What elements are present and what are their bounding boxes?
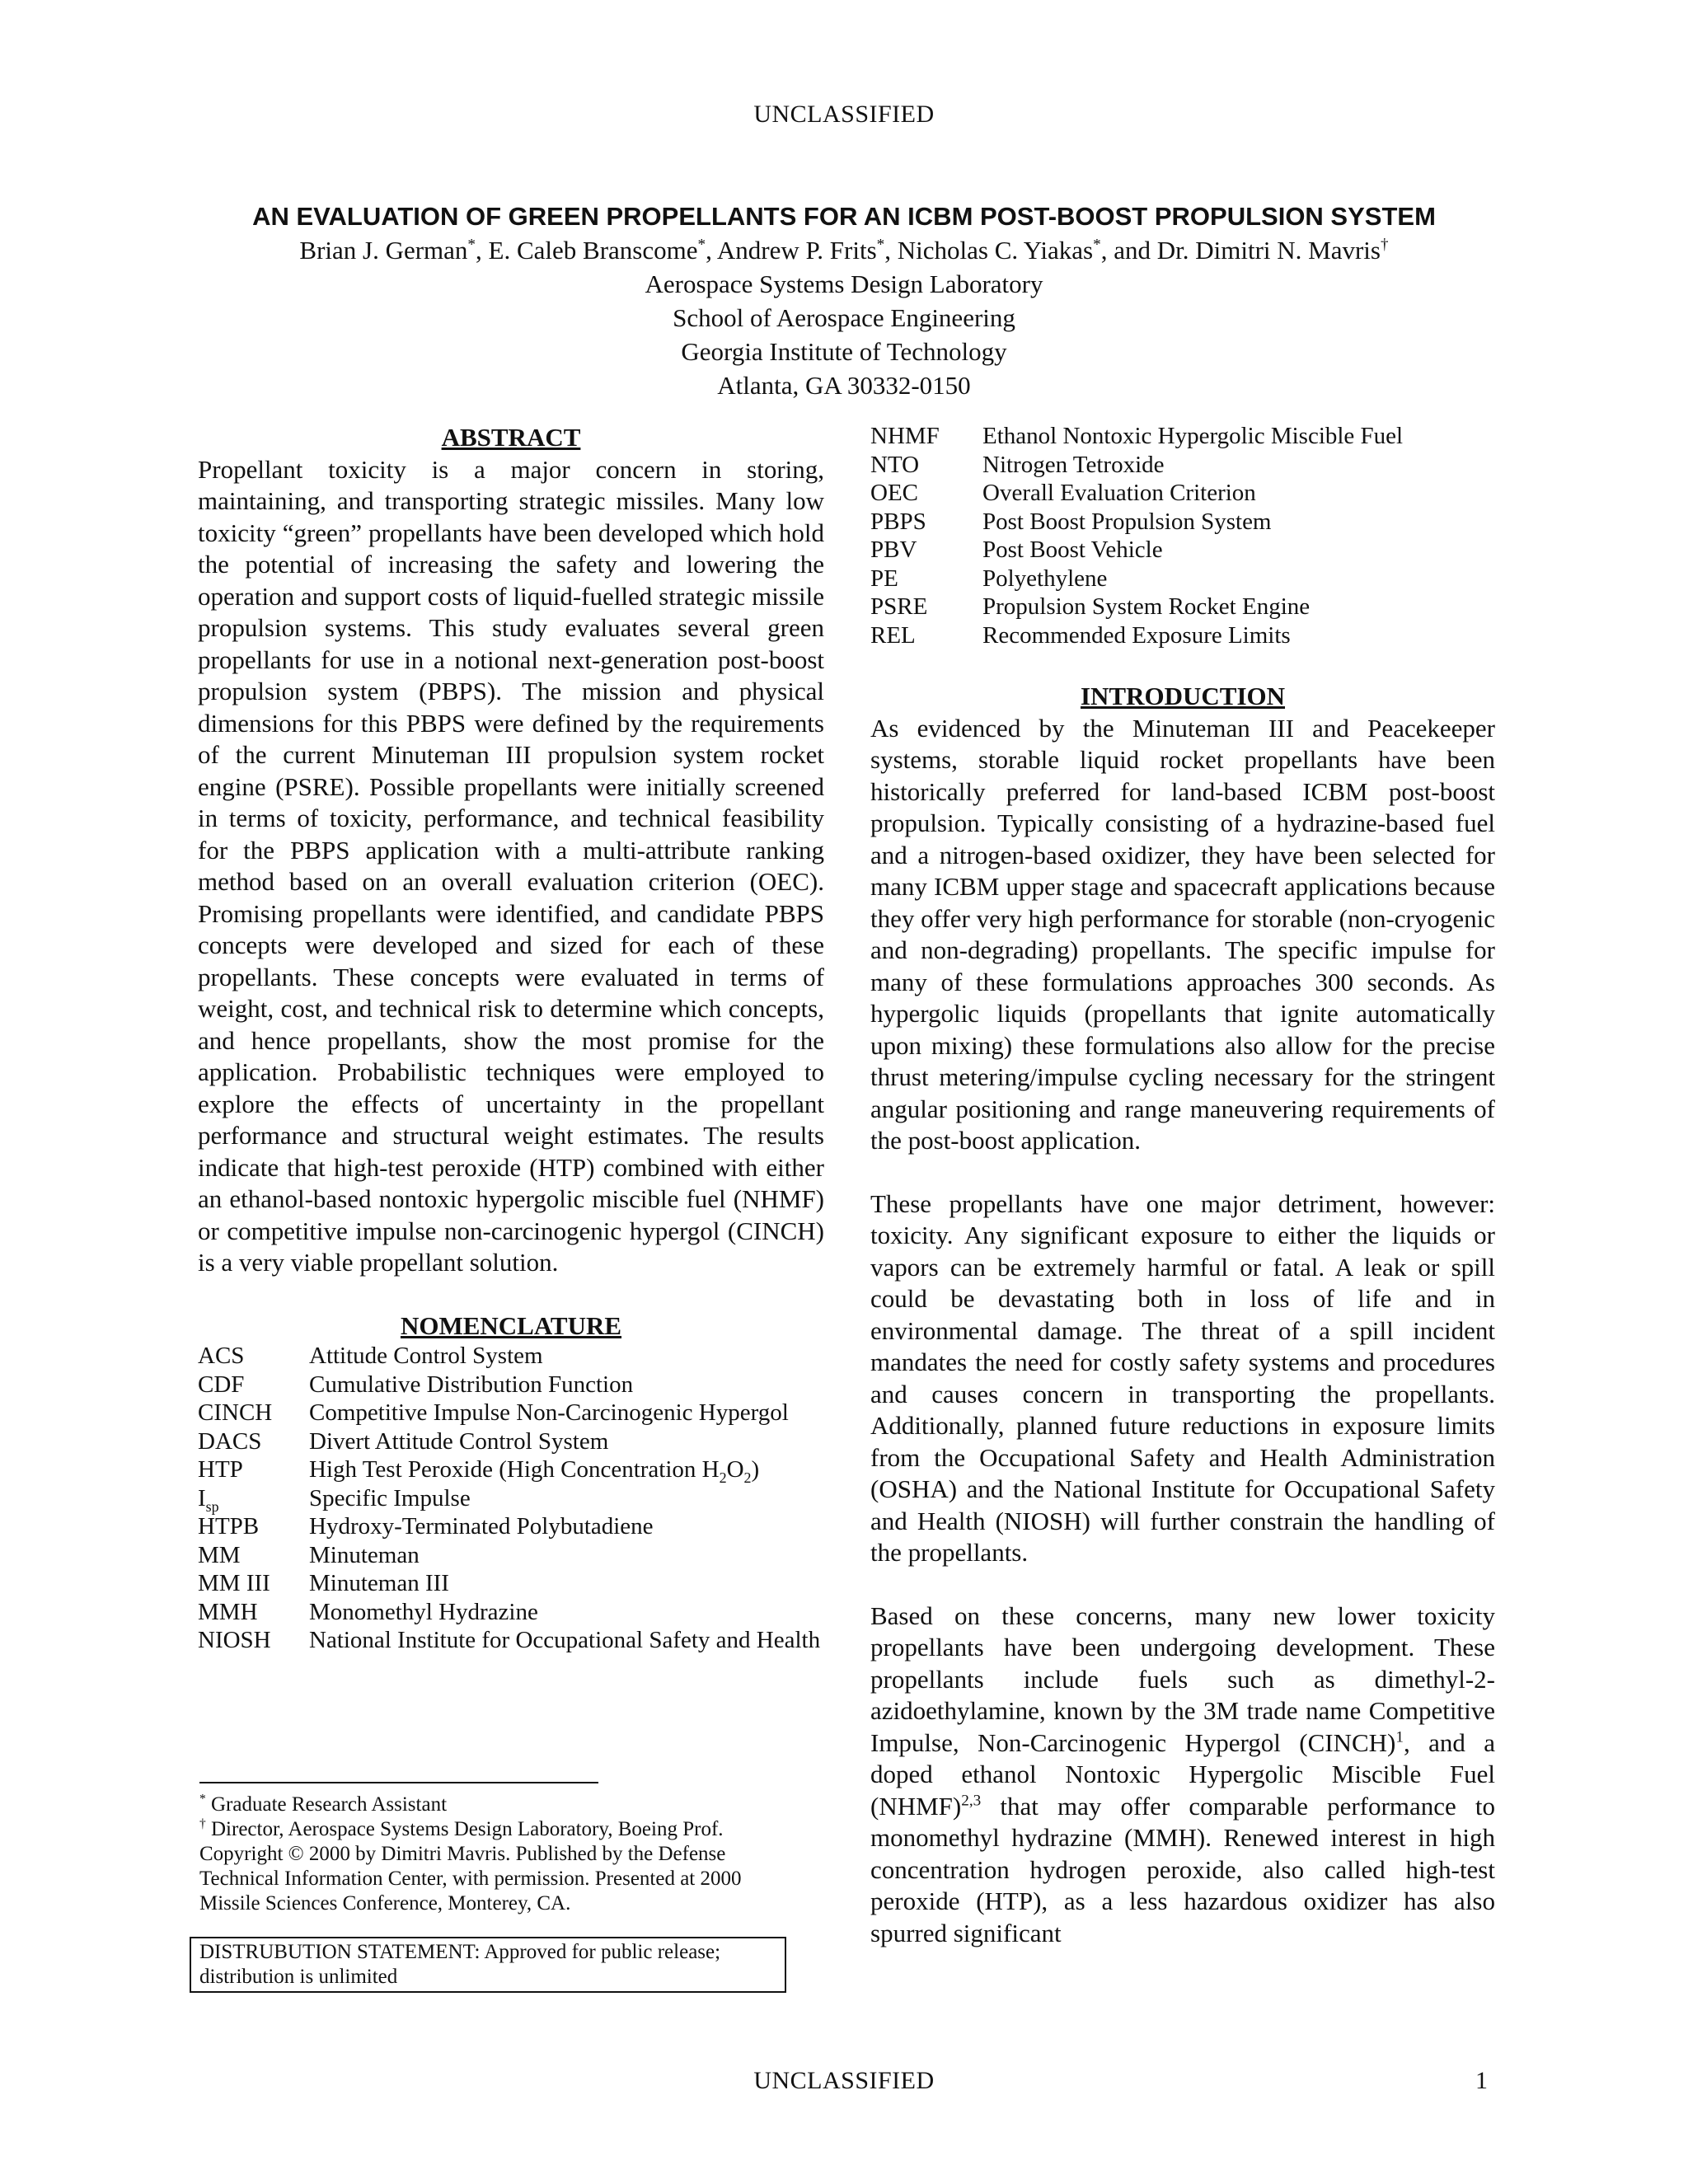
nomenclature-item xyxy=(870,536,1495,565)
distribution-statement: DISTRUBUTION STATEMENT: Approved for public release; distribution is unlimited xyxy=(190,1937,786,1993)
nomenclature-abbr: PE xyxy=(870,565,898,592)
copyright-notice: Copyright © 2000 by Dimitri Mavris. Published by the Defense Technical Information Center, with permission. Presented at 2000 Missile Sciences Conference, Monterey, CA. xyxy=(199,1843,742,1915)
nomenclature-item xyxy=(198,1484,824,1513)
nomenclature-item xyxy=(870,479,1495,508)
footnote xyxy=(199,1817,801,1842)
introduction-paragraph: As evidenced by the Minuteman III and Peacekeeper systems, storable liquid rocket propellants have been historically preferred for land-based ICBM post-boost propulsion. Typically consisting of a hydrazine-based fuel and a nitrogen-based oxidizer, they have been selected for many ICBM upper stage and spacecraft applications because they offer very high performance for storable (non-cryogenic and non-degrading) propellants. The specific impulse for many of these formulations approaches 300 seconds. As hypergolic liquids (propellants that ignite automatically upon mixing) these formulations also allow for the precise thrust metering/impulse cycling necessary for the stringent angular positioning and range maneuvering requirements of the post-boost application. xyxy=(870,713,1495,1155)
nomenclature-heading: NOMENCLATURE xyxy=(400,1310,622,1340)
nomenclature-list-right xyxy=(870,422,1495,649)
right-column xyxy=(870,422,1495,1949)
nomenclature-item xyxy=(198,1598,824,1627)
nomenclature-abbr: REL xyxy=(870,621,916,649)
nomenclature-def: Polyethylene xyxy=(982,565,1108,592)
paragraph-text: , and a doped ethanol Nontoxic Hypergolic Miscible Fuel (NHMF) xyxy=(870,1727,1495,1821)
nomenclature-def: Specific Impulse xyxy=(309,1484,471,1511)
nomenclature-item xyxy=(198,1455,824,1484)
nomenclature-def: Hydroxy-Terminated Polybutadiene xyxy=(309,1513,654,1540)
nomenclature-def: Attitude Control System xyxy=(309,1343,543,1369)
nomenclature-def: Post Boost Propulsion System xyxy=(982,508,1272,535)
nomenclature-def: Post Boost Vehicle xyxy=(982,537,1163,563)
author-mark: * xyxy=(467,236,476,254)
author-mark: * xyxy=(697,236,706,254)
nomenclature-item xyxy=(198,1626,824,1655)
nomenclature-abbr: CINCH xyxy=(198,1399,273,1426)
nomenclature-abbr: MM xyxy=(198,1541,241,1568)
nomenclature-abbr: PSRE xyxy=(870,593,928,620)
nomenclature-item xyxy=(870,565,1495,593)
nomenclature-abbr: OEC xyxy=(870,480,918,506)
footnote-mark: † xyxy=(199,1816,206,1831)
citation-ref: 1 xyxy=(1395,1728,1404,1746)
nomenclature-def: Minuteman xyxy=(309,1541,420,1568)
footer-classification: UNCLASSIFIED xyxy=(753,2067,935,2094)
paper-title: AN EVALUATION OF GREEN PROPELLANTS FOR AN ICBM POST-BOOST PROPULSION SYSTEM xyxy=(252,202,1436,231)
nomenclature-def: Ethanol Nontoxic Hypergolic Miscible Fuel xyxy=(982,423,1404,449)
author-separator: , and xyxy=(1100,236,1157,265)
nomenclature-def: Minuteman III xyxy=(309,1570,449,1596)
nomenclature-item xyxy=(870,593,1495,621)
nomenclature-item xyxy=(198,1371,824,1399)
abstract-heading: ABSTRACT xyxy=(441,423,581,452)
footnote-text: Director, Aerospace Systems Design Laboratory, Boeing Prof. xyxy=(205,1818,724,1840)
def-subscript: 2 xyxy=(719,1469,727,1486)
footnote-text: Graduate Research Assistant xyxy=(205,1793,448,1816)
nomenclature-abbr: CDF xyxy=(198,1371,245,1398)
nomenclature-item xyxy=(870,621,1495,650)
author-mark: * xyxy=(876,236,885,254)
author-name: Nicholas C. Yiakas xyxy=(897,236,1094,265)
author-separator: , xyxy=(476,236,489,265)
introduction-paragraph: These propellants have one major detriment, however: toxicity. Any significant exposure to either the liquids or vapors can be extremely harmful or fatal. A leak or spill could be devastating both in loss of life and in environmental damage. The threat of a spill incident mandates the need for costly safety systems and procedures and causes concern in transporting the propellants. Additionally, planned future reductions in exposure limits from the Occupational Safety and Health Administration (OSHA) and the National Institute for Occupational Safety and Health (NIOSH) will further constrain the handling of the propellants. xyxy=(870,1188,1495,1567)
nomenclature-abbr: ACS xyxy=(198,1343,245,1369)
abstract-text: Propellant toxicity is a major concern in storing, maintaining, and transporting strategic missiles. Many low toxicity “green” propellants have been developed which hold the potential of increasing the safety and lowering the operation and support costs of liquid-fuelled strategic missile propulsion systems. This study evaluates several green propellants for use in a notional next-generation post-boost propulsion system (PBPS). The mission and physical dimensions for this PBPS were defined by the requirements of the current Minuteman III propulsion system rocket engine (PSRE). Possible propellants were initially screened in terms of toxicity, performance, and technical feasibility for the PBPS application with a multi-attribute ranking method based on an overall evaluation criterion (OEC). Promising propellants were identified, and candidate PBPS concepts were developed and sized for each of these propellants. These concepts were evaluated in terms of weight, cost, and technical risk to determine which concepts, and hence propellants, show the most promise for the application. Probabilistic techniques were employed to explore the effects of uncertainty in the propellant performance and structural weight estimates. The results indicate that high-test peroxide (HTP) combined with either an ethanol-based nontoxic hypergolic miscible fuel (NHMF) or competitive impulse non-carcinogenic hypergol (CINCH) is a very viable propellant solution. xyxy=(198,454,824,1277)
author-name: Dr. Dimitri N. Mavris xyxy=(1156,236,1381,265)
author-mark: * xyxy=(1093,236,1101,254)
author-name: Brian J. German xyxy=(299,236,468,265)
author-name: Andrew P. Frits xyxy=(716,236,877,265)
nomenclature-abbr: NIOSH xyxy=(198,1627,271,1653)
nomenclature-item xyxy=(870,508,1495,537)
def-text: ) xyxy=(751,1456,760,1483)
abbr-text: I xyxy=(198,1484,206,1511)
nomenclature-abbr: PBV xyxy=(870,537,917,563)
def-text: O xyxy=(726,1456,744,1483)
nomenclature-def: Propulsion System Rocket Engine xyxy=(982,593,1311,620)
nomenclature-def: Monomethyl Hydrazine xyxy=(309,1598,538,1625)
author-mark: † xyxy=(1380,236,1389,254)
affiliation-line: Georgia Institute of Technology xyxy=(681,337,1007,366)
introduction-paragraph xyxy=(870,1601,1495,1950)
author-separator: , xyxy=(884,236,898,265)
header-classification: UNCLASSIFIED xyxy=(753,101,935,128)
abbr-subscript: sp xyxy=(205,1497,219,1515)
author-list xyxy=(0,233,1688,267)
nomenclature-def: Nitrogen Tetroxide xyxy=(982,451,1165,478)
def-subscript: 2 xyxy=(743,1469,752,1486)
nomenclature-def: Overall Evaluation Criterion xyxy=(982,480,1256,506)
nomenclature-abbr: MMH xyxy=(198,1598,258,1625)
author-name: E. Caleb Branscome xyxy=(488,236,698,265)
page-number: 1 xyxy=(1475,2067,1488,2094)
nomenclature-def: Recommended Exposure Limits xyxy=(982,621,1291,649)
title-block xyxy=(0,200,1688,402)
nomenclature-list-left xyxy=(198,1342,824,1655)
affiliation-line: School of Aerospace Engineering xyxy=(673,303,1015,332)
citation-ref: 2,3 xyxy=(961,1792,982,1810)
paragraph-text: Based on these concerns, many new lower toxicity propellants have been undergoing development. These propellants include fuels such as dimethyl-2-azidoethylamine, known by the 3M trade name Competitive Impulse, Non-Carcinogenic Hypergol (CINCH) xyxy=(870,1601,1495,1757)
nomenclature-item xyxy=(198,1541,824,1570)
nomenclature-item xyxy=(198,1342,824,1371)
nomenclature-def: Competitive Impulse Non-Carcinogenic Hypergol xyxy=(309,1399,789,1426)
nomenclature-abbr: DACS xyxy=(198,1427,262,1455)
nomenclature-abbr: NTO xyxy=(870,451,920,478)
footnote xyxy=(199,1793,801,1817)
nomenclature-def: Cumulative Distribution Function xyxy=(309,1371,634,1398)
nomenclature-def: Divert Attitude Control System xyxy=(309,1427,609,1455)
affiliation-line: Aerospace Systems Design Laboratory xyxy=(645,269,1043,298)
nomenclature-abbr: HTP xyxy=(198,1456,243,1483)
introduction-heading: INTRODUCTION xyxy=(1080,682,1286,710)
affiliation-line: Atlanta, GA 30332-0150 xyxy=(717,371,971,400)
nomenclature-item xyxy=(198,1399,824,1427)
nomenclature-abbr: PBPS xyxy=(870,508,926,535)
footnote-mark: * xyxy=(199,1792,206,1807)
nomenclature-abbr xyxy=(198,1484,309,1513)
nomenclature-item xyxy=(870,422,1495,451)
nomenclature-def xyxy=(309,1455,824,1484)
nomenclature-item xyxy=(198,1427,824,1456)
nomenclature-item xyxy=(198,1512,824,1541)
nomenclature-def: National Institute for Occupational Safety and Health xyxy=(309,1627,821,1653)
footnotes xyxy=(199,1793,801,1916)
def-text: High Test Peroxide (High Concentration H xyxy=(309,1456,720,1483)
nomenclature-abbr: NHMF xyxy=(870,423,940,449)
author-separator: , xyxy=(706,236,717,265)
footnote-rule xyxy=(199,1782,598,1783)
nomenclature-abbr: HTPB xyxy=(198,1513,260,1540)
nomenclature-abbr: MM III xyxy=(198,1570,270,1596)
left-column xyxy=(198,422,824,1655)
paragraph-text: that may offer comparable performance to monomethyl hydrazine (MMH). Renewed interest in high concentration hydrogen peroxide, also called high-test peroxide (HTP), as a less hazardous oxidizer has also spurred significant xyxy=(870,1791,1495,1947)
nomenclature-item xyxy=(870,451,1495,480)
nomenclature-item xyxy=(198,1569,824,1598)
